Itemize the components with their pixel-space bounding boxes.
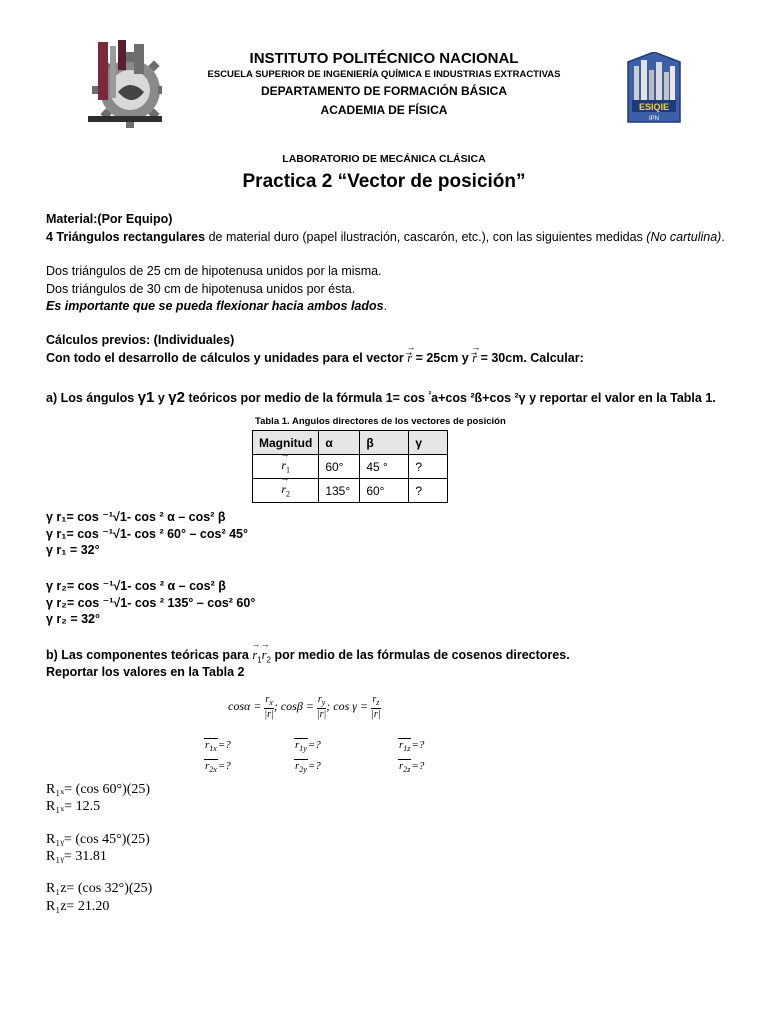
result-r1y-formula: R₁ᵧ= (cos 45°)(25) bbox=[46, 832, 150, 847]
calc-r1-line-2: γ r₁= cos ⁻¹√1- cos ² 60° – cos² 45° bbox=[46, 527, 248, 541]
previos-line: Con todo el desarrollo de cálculos y unidades para el vector → r⃗ = 25cm y → r⃗ = 30cm. Calcular: bbox=[46, 350, 584, 366]
previos-heading: Cálculos previos: (Individuales) bbox=[46, 333, 235, 347]
calc-r2-line-2: γ r₂= cos ⁻¹√1- cos ² 135° – cos² 60° bbox=[46, 596, 256, 610]
component-r2x: $r_{2x}=$? bbox=[205, 760, 231, 775]
table-header: Magnitud bbox=[253, 431, 319, 455]
component-r1y: $r_{1y}=$? bbox=[295, 739, 321, 754]
calc-r1-line-1: γ r₁= cos ⁻¹√1- cos ² α – cos² β bbox=[46, 510, 226, 524]
result-r1x-formula: R₁ₓ= (cos 60°)(25) bbox=[46, 782, 151, 797]
material-line-1: 4 Triángulos rectangulares de material duro (papel ilustración, cascarón, etc.), con las siguientes medidas (No cartulina). bbox=[46, 230, 725, 244]
result-r1z-value: R₁z= 21.20 bbox=[46, 899, 110, 914]
table-header: γ bbox=[409, 431, 448, 455]
department-name: DEPARTAMENTO DE FORMACIÓN BÁSICA bbox=[261, 84, 507, 98]
school-name: ESCUELA SUPERIOR DE INGENIERÍA QUÍMICA E INDUSTRIAS EXTRACTIVAS bbox=[207, 69, 561, 80]
material-line-4: Es importante que se pueda flexionar hacia ambos lados. bbox=[46, 299, 388, 313]
component-r2y: $r_{2y}=$? bbox=[295, 760, 321, 775]
result-r1z-formula: R₁z= (cos 32°)(25) bbox=[46, 881, 153, 896]
result-r1x-value: R₁ₓ= 12.5 bbox=[46, 799, 101, 814]
material-heading: Material:(Por Equipo) bbox=[46, 212, 173, 226]
ipn-logo-sub: IPN bbox=[648, 116, 660, 122]
result-r1y-value: R₁ᵧ= 31.81 bbox=[46, 849, 107, 864]
calc-r2-line-3: γ r₂ = 32° bbox=[46, 612, 100, 626]
table-header: β bbox=[360, 431, 409, 455]
component-r1x: $r_{1x}=$? bbox=[205, 739, 231, 754]
director-cosines-formula: cosα = $\frac{r_x}{|r|}$ ; cosβ = $\frac{r_y}{|r|}$ ; cos γ = $\frac{r_z}{|r|}$ bbox=[228, 694, 381, 720]
material-line-3: Dos triángulos de 30 cm de hipotenusa unidos por ésta. bbox=[46, 282, 356, 296]
document-title: Practica 2 “Vector de posición” bbox=[242, 171, 526, 192]
material-line-2: Dos triángulos de 25 cm de hipotenusa unidos por la misma. bbox=[46, 264, 382, 278]
academy-name: ACADEMIA DE FÍSICA bbox=[320, 103, 448, 117]
calc-r1-line-3: γ r₁ = 32° bbox=[46, 543, 100, 557]
table-header: α bbox=[319, 431, 360, 455]
calc-r2-line-1: γ r₂= cos ⁻¹√1- cos ² α – cos² β bbox=[46, 579, 226, 593]
table-row: → $r_1$ 60° 45 ° ? bbox=[253, 455, 448, 479]
table-1-caption: Tabla 1. Angulos directores de los vectores de posición bbox=[255, 416, 506, 427]
part-a-text: a) Los ángulos γ1 y γ2 teóricos por medio de la fórmula 1= cos $^{^2}$a+cos ²ß+cos ²γ y reportar el valor en la Tabla 1. bbox=[46, 389, 716, 406]
lab-name: LABORATORIO DE MECÁNICA CLÁSICA bbox=[282, 153, 486, 165]
institute-name: INSTITUTO POLITÉCNICO NACIONAL bbox=[249, 50, 519, 67]
part-b-text: b) Las componentes teóricas para → $r_1\to r_2$ por medio de las fórmulas de cosenos directores. bbox=[46, 648, 570, 665]
component-r1z: $r_{1z}=$? bbox=[399, 739, 425, 754]
esiqie-logo-text: ESIQIE bbox=[638, 102, 670, 112]
part-b-line-2: Reportar los valores en la Tabla 2 bbox=[46, 665, 245, 679]
component-r2z: $r_{2z}=$? bbox=[399, 760, 425, 775]
table-row: → $r_2$ 135° 60° ? bbox=[253, 479, 448, 503]
table-1 bbox=[252, 430, 448, 503]
